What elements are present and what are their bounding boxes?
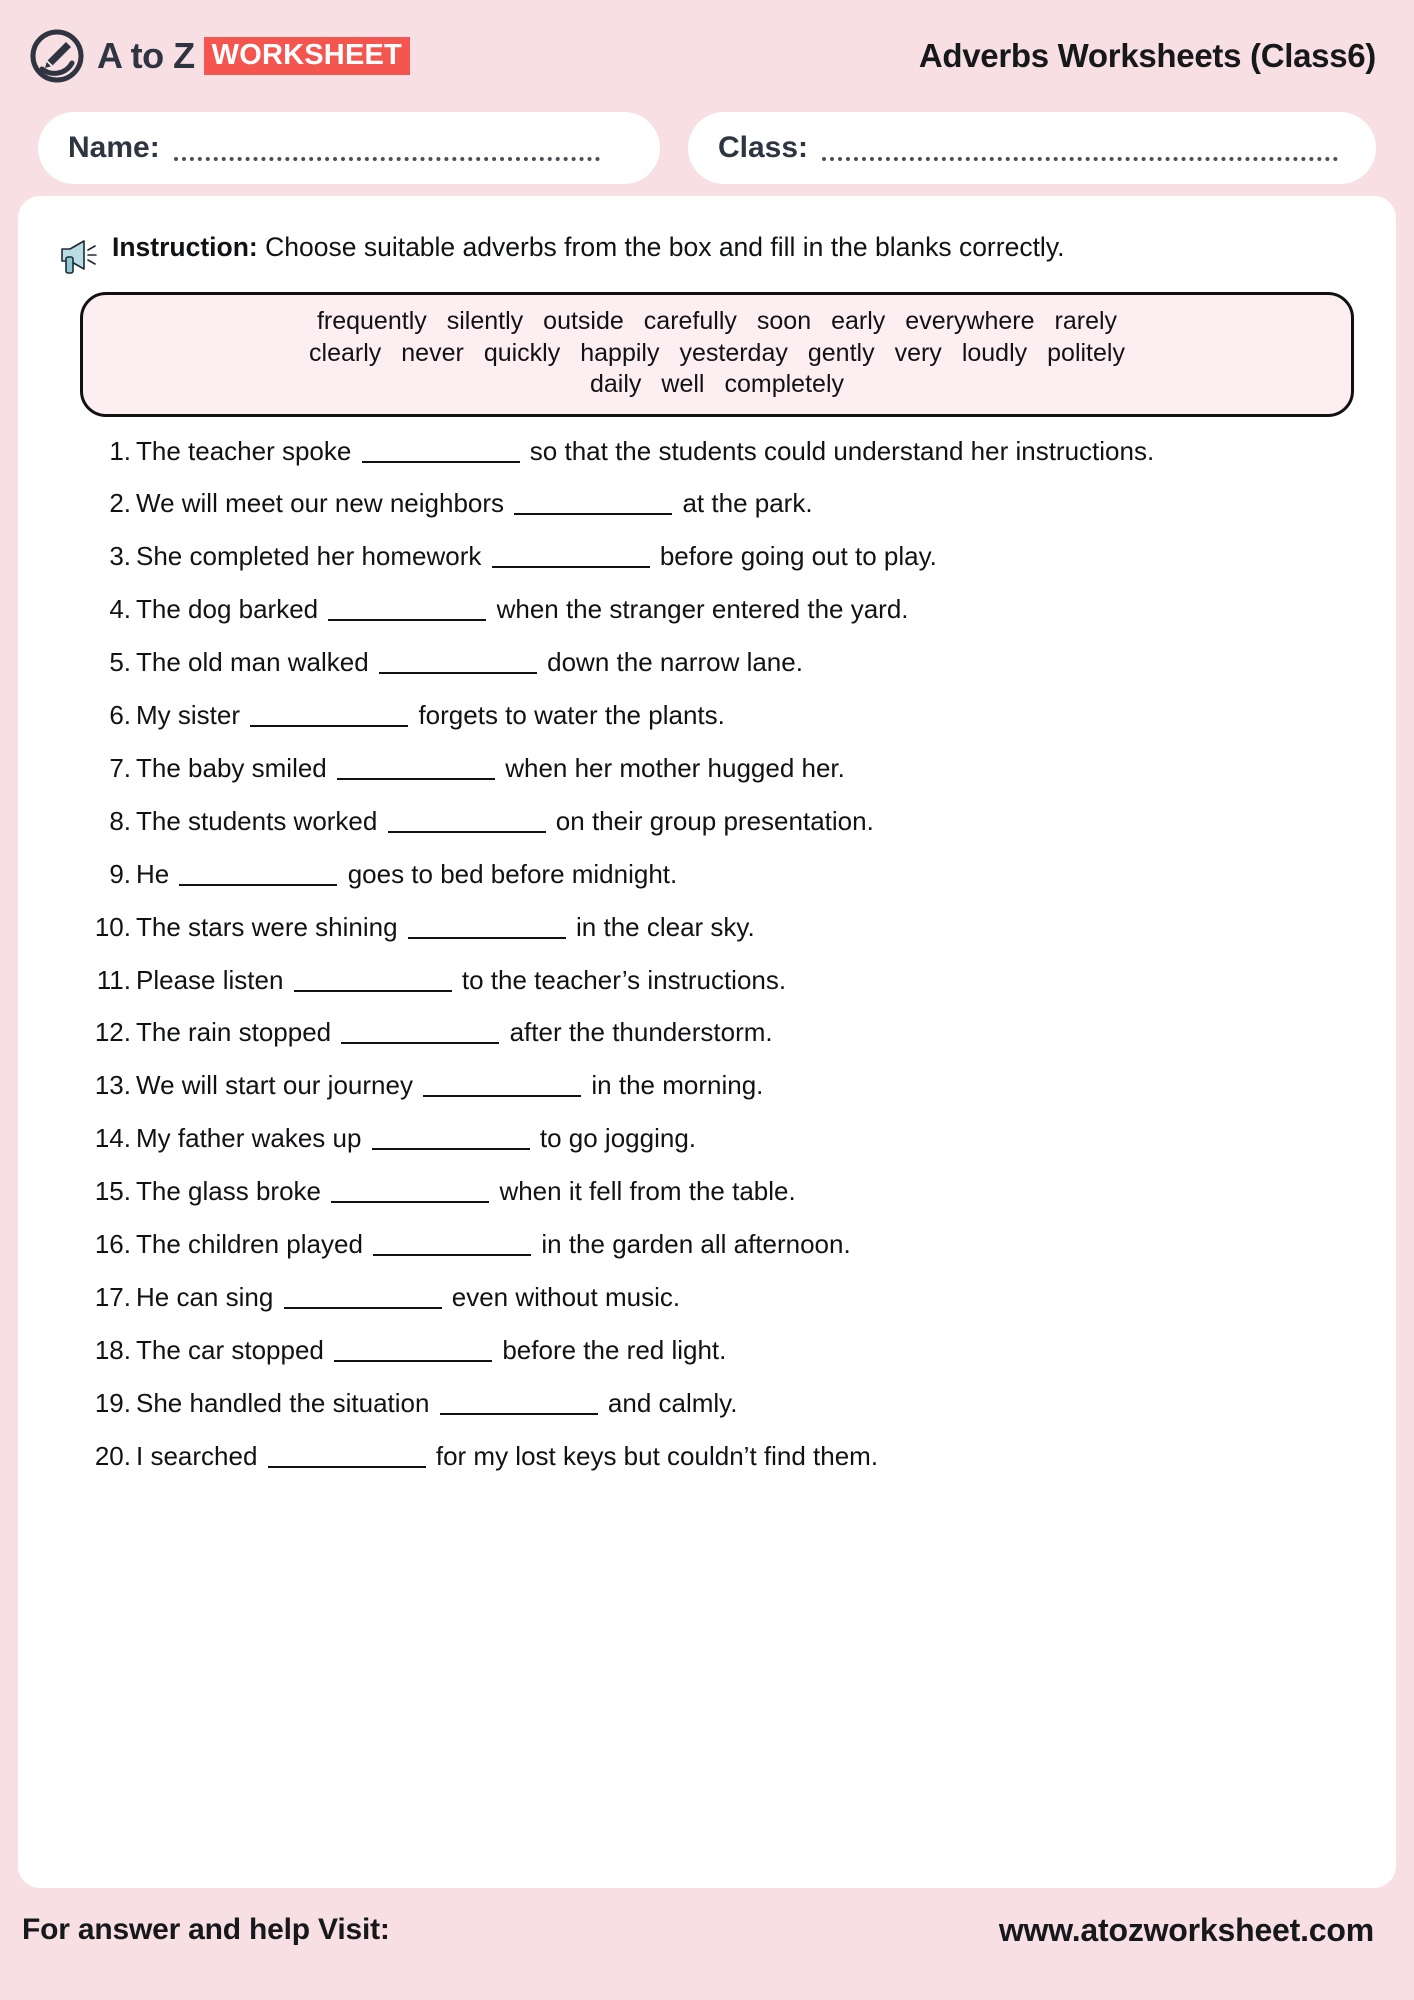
word-bank-word: outside [543,307,624,335]
word-bank-word: loudly [961,338,1028,367]
word-bank-word: happily [580,338,660,367]
answer-blank[interactable] [379,672,537,674]
question-text-before: The dog barked [136,594,326,625]
question-number: 16. [94,1229,131,1260]
word-bank-word: carefully [643,307,737,335]
answer-blank[interactable] [341,1042,499,1044]
question-text-before: Please listen [136,964,291,995]
question-item [78,1014,1362,1051]
question-text-before: The stars were shining [136,911,405,942]
question-text [136,485,1362,522]
question-text-after: down the narrow lane. [539,647,803,678]
answer-blank[interactable] [179,884,337,886]
question-item [78,803,1362,840]
word-bank-word: everywhere [905,307,1035,335]
word-bank-word: clearly [309,338,382,367]
question-item [78,1173,1362,1210]
question-text-before: The baby smiled [136,752,334,783]
question-number: 7. [109,752,131,783]
question-number: 11. [96,964,131,995]
question-text-after: for my lost keys but couldn’t find them. [428,1440,879,1471]
question-text-after: in the morning. [584,1070,764,1101]
word-bank-word: very [894,338,942,367]
question-text-after: after the thunderstorm. [502,1017,773,1048]
question-number: 13. [94,1070,131,1101]
word-bank-word: quickly [483,338,561,367]
question-number: 1. [109,435,131,466]
question-item [78,1226,1362,1263]
question-item [78,1385,1362,1422]
word-bank-word: silently [446,307,524,335]
question-text-before: My sister [136,700,248,731]
word-bank-word: yesterday [679,338,788,367]
class-input-line[interactable] [822,157,1338,161]
answer-blank[interactable] [372,1148,530,1150]
class-field[interactable] [688,112,1376,184]
question-text [136,1120,1362,1157]
answer-blank[interactable] [408,937,566,939]
question-text [136,856,1362,893]
word-bank-word: daily [590,370,642,398]
word-bank-word: rarely [1054,307,1118,335]
word-bank-word: never [401,338,464,367]
question-text [136,1067,1362,1104]
question-text-after: in the clear sky. [568,911,755,942]
answer-blank[interactable] [492,566,650,568]
instruction-block [52,228,1362,276]
name-input-line[interactable] [174,157,600,161]
question-text-after: at the park. [675,488,813,519]
question-item [78,1279,1362,1316]
question-item [78,1067,1362,1104]
name-field[interactable] [38,112,660,184]
question-text-after: to go jogging. [532,1123,697,1154]
pen-circle-logo-icon [30,29,84,83]
question-text-before: She completed her homework [136,541,489,572]
question-item [78,697,1362,734]
question-item [78,909,1362,946]
word-bank-word: frequently [316,307,427,335]
question-text [136,538,1362,575]
answer-blank[interactable] [337,778,495,780]
question-item [78,644,1362,681]
question-number: 2. [109,488,131,519]
question-text-before: The glass broke [136,1176,329,1207]
footer-website-link[interactable]: www.atozworksheet.com [998,1911,1374,1948]
answer-blank[interactable] [328,619,486,621]
question-text [136,1438,1362,1475]
word-bank-word: completely [724,370,844,398]
answer-blank[interactable] [268,1466,426,1468]
question-text [136,1332,1362,1369]
question-item [78,538,1362,575]
question-text [136,644,1362,681]
brand-logo [30,29,410,83]
answer-blank[interactable] [362,461,520,463]
question-text-after: and calmly. [600,1387,738,1418]
question-text-before: We will start our journey [136,1070,421,1101]
question-item [78,856,1362,893]
question-text-after: so that the students could understand her instructions. [522,435,1155,466]
word-bank-word: gently [807,338,875,367]
word-bank-word: politely [1047,338,1125,367]
question-item [78,485,1362,522]
question-text-after: when it fell from the table. [492,1176,796,1207]
word-bank-row [109,369,1325,401]
brand-worksheet-badge: WORKSHEET [204,37,410,75]
question-text-before: The rain stopped [136,1017,339,1048]
question-text-before: We will meet our new neighbors [136,488,512,519]
word-bank [80,292,1354,417]
answer-blank[interactable] [440,1413,598,1415]
question-number: 8. [109,805,131,836]
question-text-after: even without music. [444,1282,681,1312]
instruction-text [112,228,1064,266]
question-number: 3. [109,541,131,572]
megaphone-icon [58,238,100,276]
question-item [78,750,1362,787]
answer-blank[interactable] [334,1360,492,1362]
word-bank-row [109,306,1325,338]
question-text [136,750,1362,787]
page-header [0,0,1414,112]
question-number: 9. [109,858,131,889]
question-text-after: goes to bed before midnight. [340,858,678,889]
question-item [78,433,1362,470]
worksheet-card [18,196,1396,1888]
answer-blank[interactable] [373,1254,531,1256]
question-number: 5. [109,647,131,678]
question-number: 19. [94,1387,131,1418]
question-text-after: when the stranger entered the yard. [489,594,909,625]
question-text [136,697,1362,734]
instruction-label: Instruction: [112,232,258,262]
class-label: Class: [718,131,809,164]
page-title: Adverbs Worksheets (Class6) [918,37,1376,74]
question-text [136,1173,1362,1210]
student-info-row [0,112,1414,190]
answer-blank[interactable] [294,990,452,992]
question-number: 12. [94,1017,131,1048]
answer-blank[interactable] [514,513,672,515]
question-item [78,1332,1362,1369]
answer-blank[interactable] [423,1095,581,1097]
question-text-after: in the garden all afternoon. [534,1229,851,1260]
question-item [78,962,1362,999]
question-text [136,433,1362,470]
question-text [136,591,1362,628]
question-number: 17. [94,1282,131,1312]
question-item [78,591,1362,628]
question-text-after: before the red light. [495,1334,727,1365]
question-text-before: The students worked [136,805,385,836]
answer-blank[interactable] [250,725,408,727]
question-number: 6. [109,700,131,731]
question-number: 18. [94,1334,131,1365]
question-text [136,1385,1362,1422]
footer-help-text: For answer and help Visit: [22,1913,390,1946]
question-text [136,1279,1362,1316]
question-text-before: The old man walked [136,647,376,678]
answer-blank[interactable] [331,1201,489,1203]
word-bank-word: soon [756,307,812,335]
word-bank-word: well [661,370,705,398]
question-list [52,433,1362,1475]
instruction-body: Choose suitable adverbs from the box and fill in the blanks correctly. [265,232,1065,262]
question-text-before: He can sing [136,1282,281,1312]
question-text-before: The teacher spoke [136,435,359,466]
answer-blank[interactable] [388,831,546,833]
question-text-after: to the teacher’s instructions. [454,964,787,995]
question-text-before: He [136,858,177,889]
question-text-before: She handled the situation [136,1387,437,1418]
question-text [136,803,1362,840]
word-bank-row [109,338,1325,370]
brand-atoz-text: A to Z [97,35,195,76]
question-text-before: I searched [136,1440,265,1471]
question-text [136,909,1362,946]
question-number: 10. [94,911,131,942]
question-text-after: before going out to play. [652,541,937,572]
question-text [136,1014,1362,1051]
question-text-after: on their group presentation. [548,805,874,836]
question-text-before: The car stopped [136,1334,332,1365]
page-footer [0,1888,1414,2000]
question-number: 14. [94,1123,131,1154]
name-label: Name: [68,131,160,164]
answer-blank[interactable] [284,1307,442,1309]
question-text-before: The children played [136,1229,371,1260]
question-text-before: My father wakes up [136,1123,369,1154]
question-number: 4. [109,594,131,625]
question-text [136,962,1362,999]
question-item [78,1120,1362,1157]
word-bank-word: early [831,307,886,335]
question-text-after: when her mother hugged her. [497,752,845,783]
question-text-after: forgets to water the plants. [411,700,725,731]
question-number: 15. [94,1176,131,1207]
question-text [136,1226,1362,1263]
question-item [78,1438,1362,1475]
question-number: 20. [94,1440,131,1471]
